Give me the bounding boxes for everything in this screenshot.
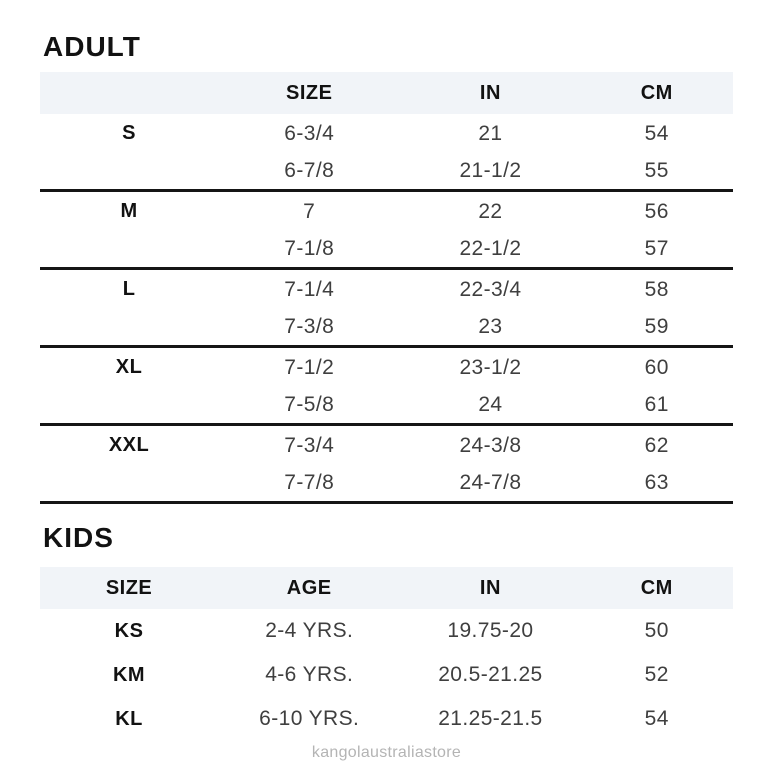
in-cell: 19.75-20 (447, 619, 534, 642)
age-cell: 4-6 YRS. (265, 663, 354, 686)
row-label: KS (114, 619, 144, 642)
in-cell: 24-3/8 (459, 433, 522, 457)
size-cell: 7-7/8 (284, 471, 335, 494)
cm-cell: 54 (644, 121, 669, 145)
cm-cell: 60 (644, 355, 669, 379)
size-cell: 7 (303, 199, 316, 223)
adult-header-in: IN (479, 81, 501, 104)
cm-cell: 57 (644, 237, 669, 260)
row-label: S (122, 122, 136, 144)
size-cell: 6-3/4 (284, 121, 335, 145)
adult-table-header-row (40, 72, 733, 114)
table-row (40, 387, 733, 426)
row-label: M (120, 200, 138, 222)
table-row (40, 348, 733, 387)
in-cell: 20.5-21.25 (438, 663, 543, 686)
adult-size-table (40, 72, 733, 504)
cm-cell: 58 (644, 277, 669, 301)
row-label: L (122, 278, 136, 300)
adult-section-title: ADULT (43, 31, 141, 62)
table-row (40, 653, 733, 697)
size-cell: 7-1/8 (284, 237, 335, 260)
kids-table-header-row (40, 567, 733, 609)
kids-section-title: KIDS (43, 522, 114, 553)
kids-header-size: SIZE (105, 576, 153, 599)
in-cell: 24 (478, 393, 503, 416)
table-row (40, 697, 733, 741)
table-row (40, 309, 733, 348)
table-row (40, 114, 733, 153)
in-cell: 23 (478, 315, 503, 338)
adult-header-size: SIZE (285, 81, 333, 104)
cm-cell: 52 (644, 663, 669, 686)
in-cell: 21-1/2 (459, 159, 522, 182)
table-row (40, 426, 733, 465)
table-row (40, 231, 733, 270)
cm-cell: 50 (644, 619, 669, 642)
size-cell: 7-1/2 (284, 355, 335, 379)
row-label: KL (115, 707, 143, 730)
table-row (40, 270, 733, 309)
cm-cell: 54 (644, 707, 669, 730)
table-row (40, 153, 733, 192)
cm-cell: 55 (644, 159, 669, 182)
in-cell: 24-7/8 (459, 471, 522, 494)
cm-cell: 56 (644, 199, 669, 223)
in-cell: 23-1/2 (459, 355, 522, 379)
age-cell: 6-10 YRS. (259, 707, 360, 730)
row-label: KM (112, 663, 146, 686)
table-row (40, 465, 733, 504)
cm-cell: 63 (644, 471, 669, 494)
size-cell: 7-5/8 (284, 393, 335, 416)
store-watermark: kangolaustraliastore (311, 744, 462, 761)
cm-cell: 61 (644, 393, 669, 416)
in-cell: 22 (478, 199, 503, 223)
in-cell: 21 (478, 121, 503, 145)
size-cell: 7-1/4 (284, 277, 335, 301)
kids-header-cm: CM (640, 576, 673, 599)
row-label: XXL (108, 434, 150, 456)
in-cell: 22-1/2 (459, 237, 522, 260)
size-cell: 7-3/8 (284, 315, 335, 338)
cm-cell: 62 (644, 433, 669, 457)
age-cell: 2-4 YRS. (265, 619, 354, 642)
kids-header-in: IN (479, 576, 501, 599)
table-row (40, 609, 733, 653)
size-cell: 6-7/8 (284, 159, 335, 182)
row-label: XL (115, 356, 143, 378)
in-cell: 22-3/4 (459, 277, 522, 301)
adult-header-cm: CM (640, 81, 673, 104)
table-row (40, 192, 733, 231)
in-cell: 21.25-21.5 (438, 707, 543, 730)
watermark-container (0, 744, 773, 762)
size-cell: 7-3/4 (284, 433, 335, 457)
cm-cell: 59 (644, 315, 669, 338)
kids-size-table (40, 567, 733, 741)
kids-header-age: AGE (286, 576, 332, 599)
